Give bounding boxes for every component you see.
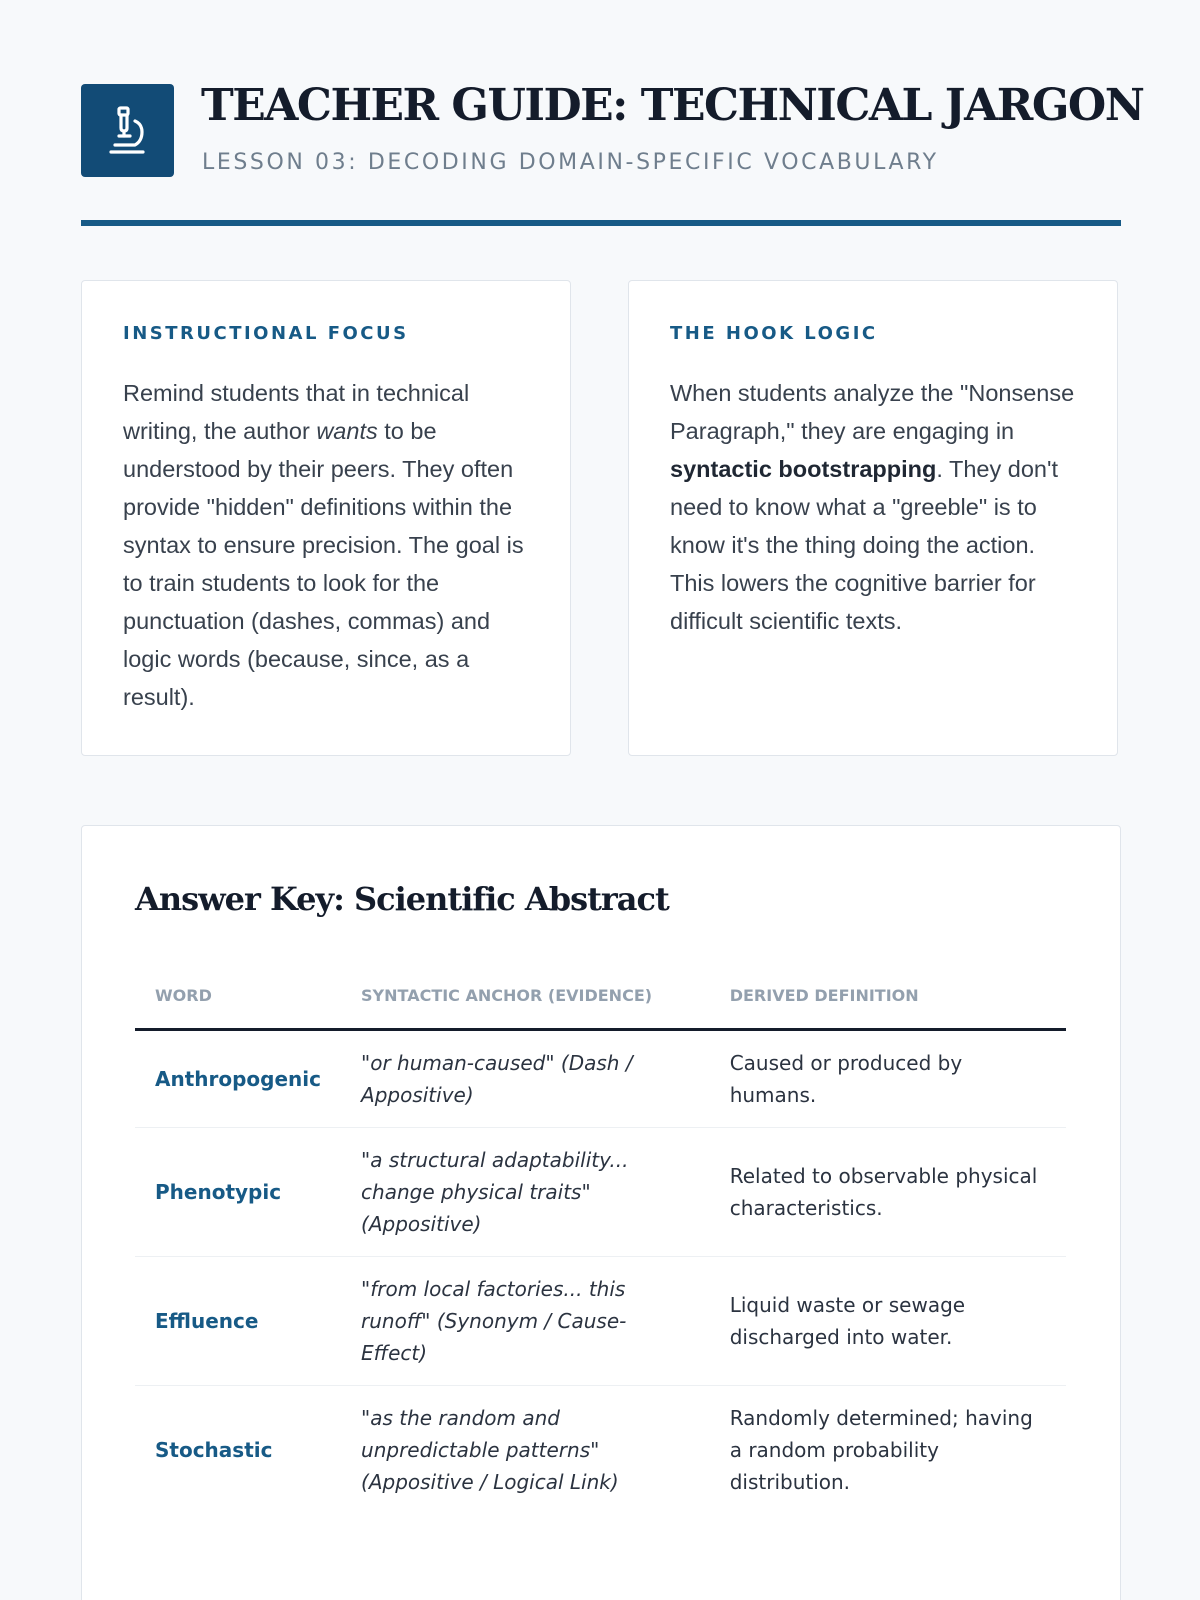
row-definition: Randomly determined; having a random probability distribution. [729,1406,1033,1494]
page-subtitle: LESSON 03: DECODING DOMAIN-SPECIFIC VOCABULARY [202,150,939,175]
row-word: Effluence [135,1257,341,1386]
answer-key-title: Answer Key: Scientific Abstract [135,880,669,918]
instructional-focus-text-1: Remind students that in technical writing, the author [123,380,470,444]
answer-key-table [135,962,1066,1514]
column-header-anchor: SYNTACTIC ANCHOR (EVIDENCE) [341,962,710,1030]
instructional-focus-body [123,374,530,716]
row-anchor: "from local factories... this runoff" (Synonym / Cause-Effect) [341,1257,710,1386]
table-row [135,1030,1066,1128]
info-cards [81,280,1121,758]
page-title: TEACHER GUIDE: TECHNICAL JARGON [201,80,1144,131]
column-header-definition: DERIVED DEFINITION [710,962,1066,1030]
row-anchor: "or human-caused" (Dash / Appositive) [341,1030,710,1128]
row-anchor: "as the random and unpredictable patterns" (Appositive / Logical Link) [361,1406,619,1494]
instructional-focus-card [81,280,571,756]
table-row [135,1128,1066,1257]
hook-logic-heading: THE HOOK LOGIC [670,323,878,344]
row-word: Anthropogenic [135,1030,341,1128]
hook-logic-body [670,374,1077,640]
table-row [135,1257,1066,1386]
page-header [81,80,1144,226]
row-definition: Liquid waste or sewage discharged into water. [710,1257,1066,1386]
hook-logic-text-2: . They don't need to know what a "greeble" is to know it's the thing doing the action. This lowers the cognitive barrier for difficult scientific texts. [670,456,1059,634]
row-definition: Caused or produced by humans. [710,1030,1066,1128]
answer-key-card [81,825,1121,1600]
row-word: Phenotypic [135,1128,341,1257]
table-row [135,1386,1066,1515]
hook-logic-text-1: When students analyze the "Nonsense Paragraph," they are engaging in [670,380,1075,444]
hook-logic-strong: syntactic bootstrapping [670,456,937,482]
instructional-focus-emphasis: wants [316,418,378,444]
row-word: Stochastic [155,1438,273,1462]
hook-logic-card [628,280,1118,756]
microscope-icon [81,84,174,177]
row-definition: Related to observable physical characteristics. [710,1128,1066,1257]
instructional-focus-heading: INSTRUCTIONAL FOCUS [123,323,409,344]
column-header-word: WORD [135,962,341,1030]
instructional-focus-text-2: to be understood by their peers. They often provide "hidden" definitions within the syntax to ensure precision. The goal is to train students to look for the punctuation (dashes, commas) and logic words (because, since, as a result). [123,418,524,710]
row-anchor: "a structural adaptability... change physical traits" (Appositive) [341,1128,710,1257]
table-header-row [135,962,1066,1030]
teacher-guide-page [81,80,1144,1494]
